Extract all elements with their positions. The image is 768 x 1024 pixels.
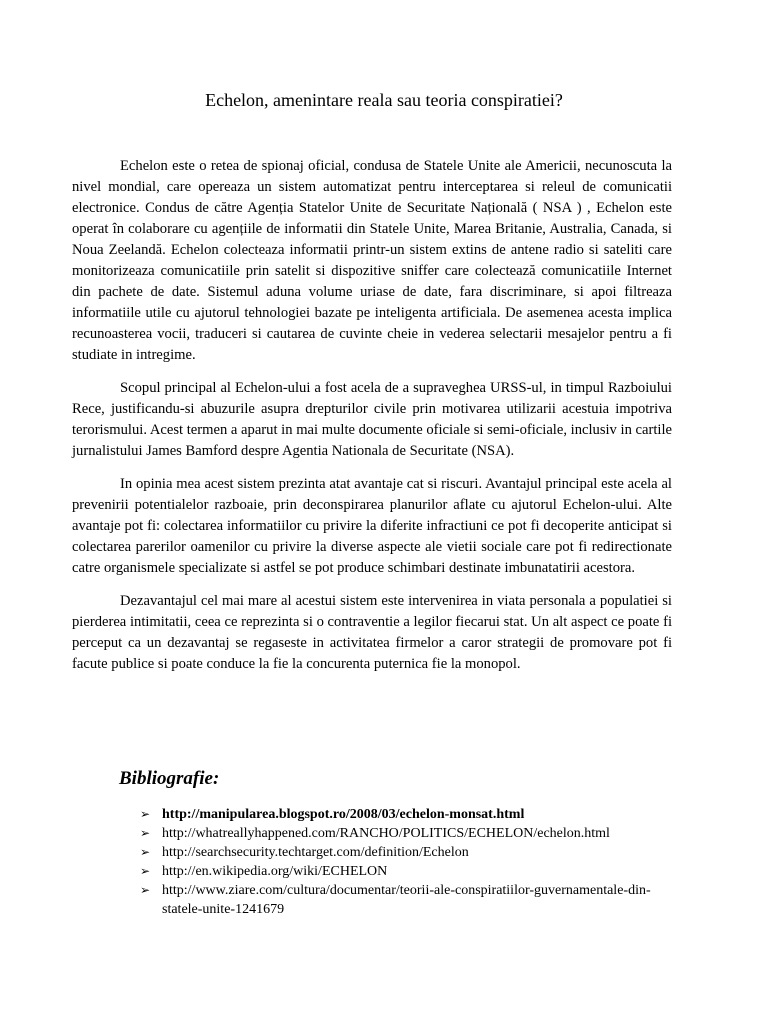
paragraph-purpose: Scopul principal al Echelon-ului a fost acela de a supraveghea URSS-ul, in timpul Razboiului Rece, justificandu-si abuzurile asupra drepturilor civile prin motivarea utilizarii acestuia impotriva terorismului. Acest termen a aparut in mai multe documente oficiale si semi-oficiale, inclusiv in cartile jurnalistului James Bamford despre Agentia Nationala de Securitate (NSA). xyxy=(72,380,672,459)
paragraph-advantages: In opinia mea acest sistem prezinta atat avantaje cat si riscuri. Avantajul principal este acela al prevenirii potentialelor razboaie, prin deconspirarea planurilor aflate cu ajutorul Echelon-ului. Alte avantaje pot fi: colectarea informatiilor cu privire la diferite infractiuni ce pot fi decoperite anticipat si colectarea parerilor oamenilor cu privire la diverse aspecte ale vietii sociale care pot fi redirectionate catre organismele specializate si astfel se pot produce schimbari destinate imbunatatirii acestora. xyxy=(72,476,672,576)
document-title: Echelon, amenintare reala sau teoria conspiratiei? xyxy=(205,90,563,110)
paragraph-intro: Echelon este o retea de spionaj oficial, condusa de Statele Unite ale Americii, necunoscuta la nivel mondial, care opereaza un sistem automatizat pentru interceptarea si releul de comunicatii electronice. Condus de către Agenția Statelor Unite de Securitate Națională ( NSA ) , Echelon este operat în colaborare cu agențiile de informatii din Statele Unite, Marea Britanie, Australia, Canada, si Noua Zeelandă. Echelon colecteaza informatii printr-un sistem extins de antene radio si sateliti care monitorizeaza comunicatiile prin satelit si dispozitive sniffer care colectează comunicatiile Internet din pachete de date. Sistemul aduna volume uriase de date, fara discriminare, si apoi filtreaza informatiile utile cu ajutorul tehnologiei bazate pe inteligenta artificiala. De asemenea acesta implica recunoasterea vocii, traduceri si cautarea de cuvinte cheie in vederea selectarii mesajelor pentru a fi studiate in intregime. xyxy=(72,158,672,363)
bibliography-link[interactable]: http://manipularea.blogspot.ro/2008/03/echelon-monsat.html xyxy=(162,807,525,822)
list-item xyxy=(140,824,680,843)
paragraph-disadvantages: Dezavantajul cel mai mare al acestui sistem este intervenirea in viata personala a populatiei si pierderea intimitatii, ceea ce reprezinta si o contraventie a legilor fiecarui stat. Un alt aspect ce poate fi perceput ca un dezavantaj se regaseste in activitatea firmelor a caror strategii de promovare pot fi facute publice si poate conduce la fie la concurenta puternica fie la monopol. xyxy=(72,593,672,672)
list-item xyxy=(140,862,680,881)
bibliography-link[interactable]: http://whatreallyhappened.com/RANCHO/POLITICS/ECHELON/echelon.html xyxy=(162,826,610,841)
arrow-bullet-icon: ➢ xyxy=(140,864,151,878)
list-item xyxy=(140,881,680,919)
arrow-bullet-icon: ➢ xyxy=(140,826,151,840)
bibliography-link[interactable]: http://searchsecurity.techtarget.com/definition/Echelon xyxy=(162,845,469,860)
list-item xyxy=(140,843,680,862)
bibliography-list xyxy=(140,805,680,919)
arrow-bullet-icon: ➢ xyxy=(140,807,151,821)
arrow-bullet-icon: ➢ xyxy=(140,883,151,897)
bibliography-link[interactable]: http://en.wikipedia.org/wiki/ECHELON xyxy=(162,864,388,879)
document-body xyxy=(72,156,672,687)
bibliography-link[interactable]: http://www.ziare.com/cultura/documentar/teorii-ale-conspiratiilor-guvernamentale-din-statele-unite-1241679 xyxy=(162,883,651,917)
arrow-bullet-icon: ➢ xyxy=(140,845,151,859)
bibliography-heading: Bibliografie: xyxy=(119,768,220,789)
list-item xyxy=(140,805,680,824)
